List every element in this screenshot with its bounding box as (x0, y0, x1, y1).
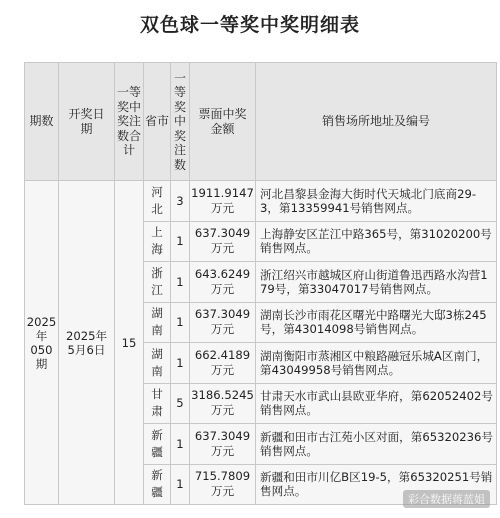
count-cell: 1 (171, 262, 190, 303)
page-title: 双色球一等奖中奖明细表 (139, 14, 360, 36)
header-row (25, 63, 497, 181)
header-date: 开奖日期 (59, 63, 115, 181)
province-cell: 甘肃 (144, 383, 171, 424)
count-cell: 1 (171, 464, 190, 505)
amount-cell: 637.3049万元 (190, 424, 256, 465)
province-cell: 上海 (144, 221, 171, 262)
province-cell: 新疆 (144, 424, 171, 465)
count-cell: 3 (171, 181, 190, 222)
amount-cell: 715.7809万元 (190, 464, 256, 505)
address-cell: 浙江绍兴市越城区府山街道鲁迅西路水沟营179号，第33047017号销售网点。 (256, 262, 497, 303)
address-cell: 河北昌黎县金海大街时代天城北门底商29-3，第13359941号销售网点。 (256, 181, 497, 222)
amount-cell: 662.4189万元 (190, 343, 256, 384)
header-count: 一等奖中奖注数 (171, 63, 190, 181)
date-cell: 2025年5月6日 (59, 181, 115, 505)
period-cell: 2025年050期 (25, 181, 59, 505)
province-cell: 湖南 (144, 302, 171, 343)
count-cell: 1 (171, 221, 190, 262)
amount-cell: 637.3049万元 (190, 302, 256, 343)
watermark: 彩合数据蒋蓝姐 (403, 490, 490, 508)
header-province: 省市 (144, 63, 171, 181)
count-cell: 5 (171, 383, 190, 424)
address-cell: 湖南衡阳市蒸湘区中粮路融冠乐城A区南门，第43049958号销售网点。 (256, 343, 497, 384)
address-cell: 甘肃天水市武山县欧亚华府，第62052402号销售网点。 (256, 383, 497, 424)
table-row (25, 181, 497, 222)
amount-cell: 3186.5245万元 (190, 383, 256, 424)
address-cell: 新疆和田市古江苑小区对面，第65320236号销售网点。 (256, 424, 497, 465)
amount-cell: 1911.9147万元 (190, 181, 256, 222)
lottery-table (24, 62, 497, 505)
count-cell: 1 (171, 424, 190, 465)
address-cell: 湖南长沙市雨花区曙光中路曙光大邸3栋245号，第43014098号销售网点。 (256, 302, 497, 343)
header-period: 期数 (25, 63, 59, 181)
amount-cell: 643.6249万元 (190, 262, 256, 303)
address-cell: 新疆和田市川亿B区19-5，第65320251号销售网点。 (256, 464, 497, 505)
province-cell: 湖南 (144, 343, 171, 384)
address-cell: 上海静安区芷江中路365号，第31020200号销售网点。 (256, 221, 497, 262)
header-amount: 票面中奖金额 (190, 63, 256, 181)
amount-cell: 637.3049万元 (190, 221, 256, 262)
count-cell: 1 (171, 343, 190, 384)
province-cell: 浙江 (144, 262, 171, 303)
header-address: 销售场所地址及编号 (256, 63, 497, 181)
header-total: 一等奖中奖注数合计 (115, 63, 144, 181)
count-cell: 1 (171, 302, 190, 343)
total-cell: 15 (115, 181, 144, 505)
province-cell: 河北 (144, 181, 171, 222)
province-cell: 新疆 (144, 464, 171, 505)
